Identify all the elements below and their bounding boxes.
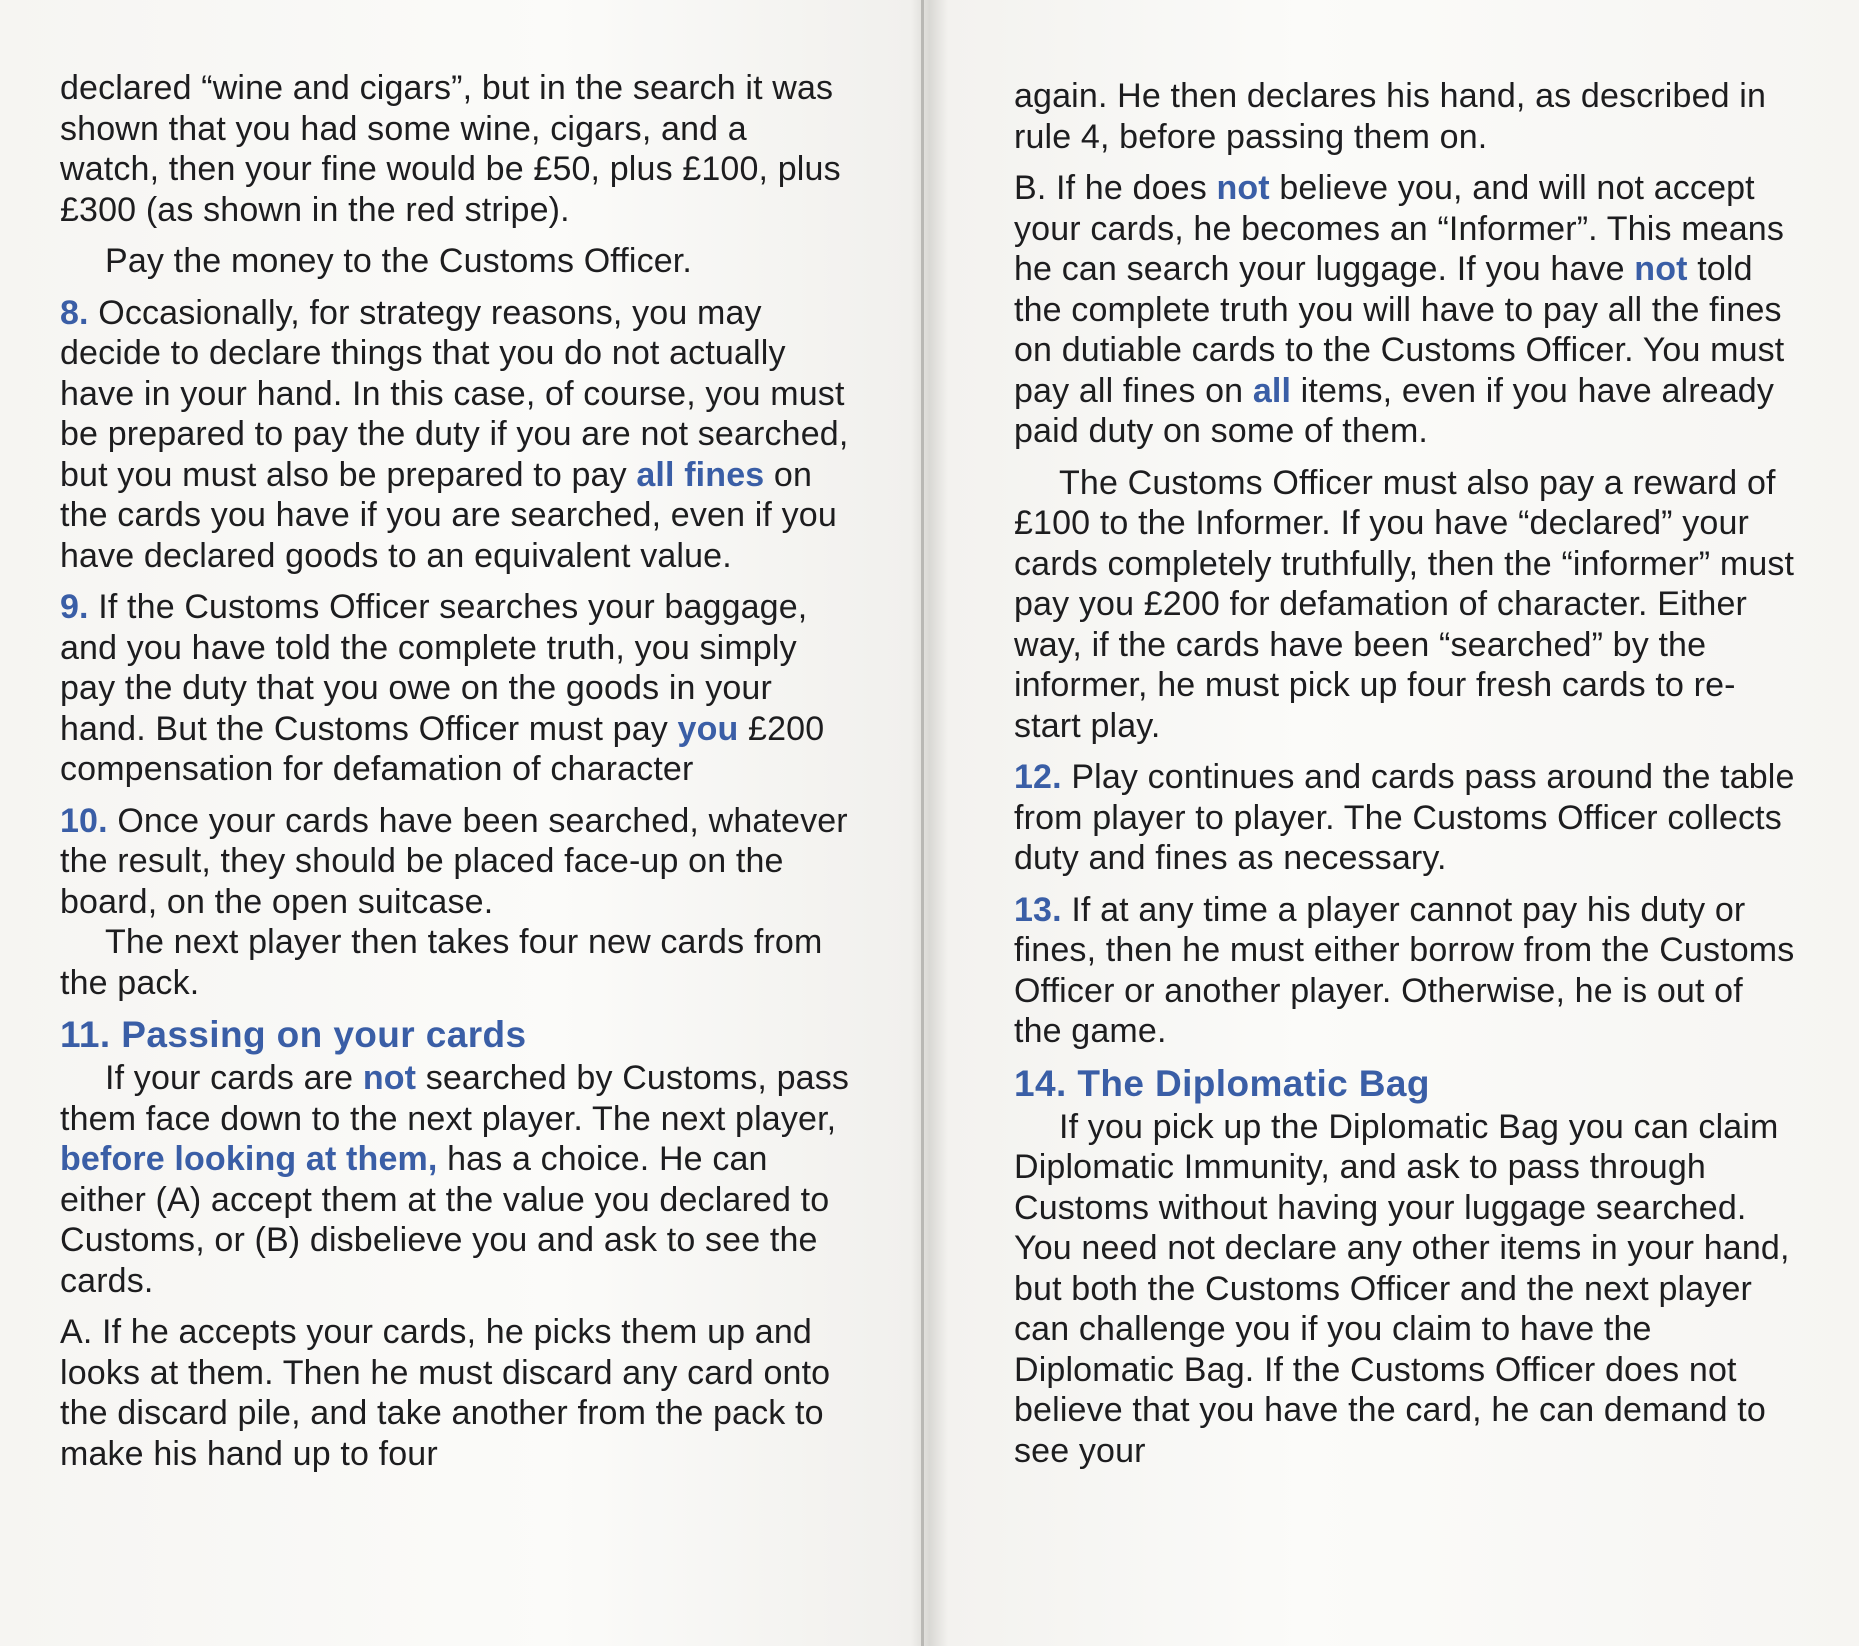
rule-8 — [60, 293, 851, 577]
rule-number: 10. — [60, 801, 108, 840]
rule-text: told the complete truth you will have to pay all the fines on dutiable cards to the Customs Officer. You must pay all fines on — [1014, 250, 1785, 410]
rule-text: £200 compensation for defamation of character — [60, 709, 825, 788]
rule-7-continuation: declared “wine and cigars”, but in the search it was shown that you had some wine, cigars, and a watch, then your fine would be £50, plus £100, plus £300 (as shown in the red stripe). — [60, 69, 841, 229]
emphasis-text: before looking at them, — [60, 1140, 438, 1178]
rule-14-text: If you pick up the Diplomatic Bag you can claim Diplomatic Immunity, and ask to pass through Customs without having your luggage searched. You need not declare any other items in your hand, but both the Customs Officer and the next player can challenge you if you claim to have the Diplomatic Bag. If the Customs Officer does not believe that you have the card, he can demand to see your — [1014, 1107, 1790, 1470]
rule-11-option-a: A. If he accepts your cards, he picks them up and looks at them. Then he must discard any card onto the discard pile, and take another from the pack to make his hand up to four — [60, 1313, 831, 1473]
emphasis-text: not — [362, 1059, 417, 1097]
rule-text: If your cards are — [105, 1059, 363, 1097]
rule-text: believe you, and will not accept your cards, he becomes an “Informer”. This means he can search your luggage. If you have — [1014, 169, 1784, 288]
emphasis-text: all fines — [636, 455, 765, 494]
emphasis-text: all — [1252, 371, 1292, 410]
rule-text: Once your cards have been searched, whatever the result, they should be placed face-up on the board, on the open suitcase. — [60, 801, 848, 921]
emphasis-text: not — [1634, 250, 1688, 288]
rule-11-informer-reward: The Customs Officer must also pay a reward of £100 to the Informer. If you have “declared” your cards completely truthfully, then the “informer” must pay you £200 for defamation of character. Either way, if the cards have been “searched” by the informer, he must pick up four fresh cards to re-start play. — [1014, 463, 1795, 745]
rule-7-pay-line: Pay the money to the Customs Officer. — [105, 242, 692, 280]
rule-11-intro — [60, 1058, 851, 1301]
rule-text: has a choice. He can either (A) accept them at the value you declared to Customs, or (B) disbelieve you and ask to see the cards. — [60, 1140, 830, 1300]
emphasis-text: not — [1216, 169, 1270, 207]
rule-text: Occasionally, for strategy reasons, you may decide to declare things that you do not actually have in your hand. In this case, of course, you must be prepared to pay the duty if you are not searched, but you must also be prepared to pay — [60, 293, 849, 494]
rule-text: B. If he does — [1014, 169, 1217, 207]
rule-text: Play continues and cards pass around the table from player to player. The Customs Officer collects duty and fines as necessary. — [1014, 758, 1795, 877]
emphasis-text: you — [677, 709, 739, 748]
rule-text: If at any time a player cannot pay his duty or fines, then he must either borrow from the Customs Officer or another player. Otherwise, he is out of the game. — [1014, 890, 1795, 1050]
rule-text: on the cards you have if you are searched, even if you have declared goods to an equivalent value. — [60, 455, 837, 575]
rule-11-option-b — [1014, 168, 1799, 452]
rule-text: If the Customs Officer searches your baggage, and you have told the complete truth, you simply pay the duty that you owe on the goods in your hand. But the Customs Officer must pay — [60, 588, 808, 748]
section-heading-diplomatic-bag: 14. The Diplomatic Bag — [1014, 1062, 1430, 1104]
rule-number: 12. — [1014, 758, 1062, 796]
right-page — [924, 0, 1859, 1646]
rule-9 — [60, 587, 851, 790]
rule-text: searched by Customs, pass them face down to the next player. The next player, — [60, 1059, 849, 1138]
rule-11-option-a-continuation: again. He then declares his hand, as described in rule 4, before passing them on. — [1014, 77, 1767, 156]
rule-12 — [1014, 757, 1799, 879]
rule-13 — [1014, 890, 1799, 1052]
rule-10-next-player: The next player then takes four new cards from the pack. — [60, 923, 823, 1002]
rule-10 — [60, 801, 851, 923]
section-heading-passing-on-cards: 11. Passing on your cards — [60, 1014, 527, 1055]
left-page — [0, 0, 921, 1646]
rule-number: 8. — [60, 293, 89, 332]
rule-number: 13. — [1014, 890, 1062, 929]
rule-number: 9. — [60, 588, 89, 626]
rule-text: items, even if you have already paid duty on some of them. — [1014, 371, 1775, 450]
